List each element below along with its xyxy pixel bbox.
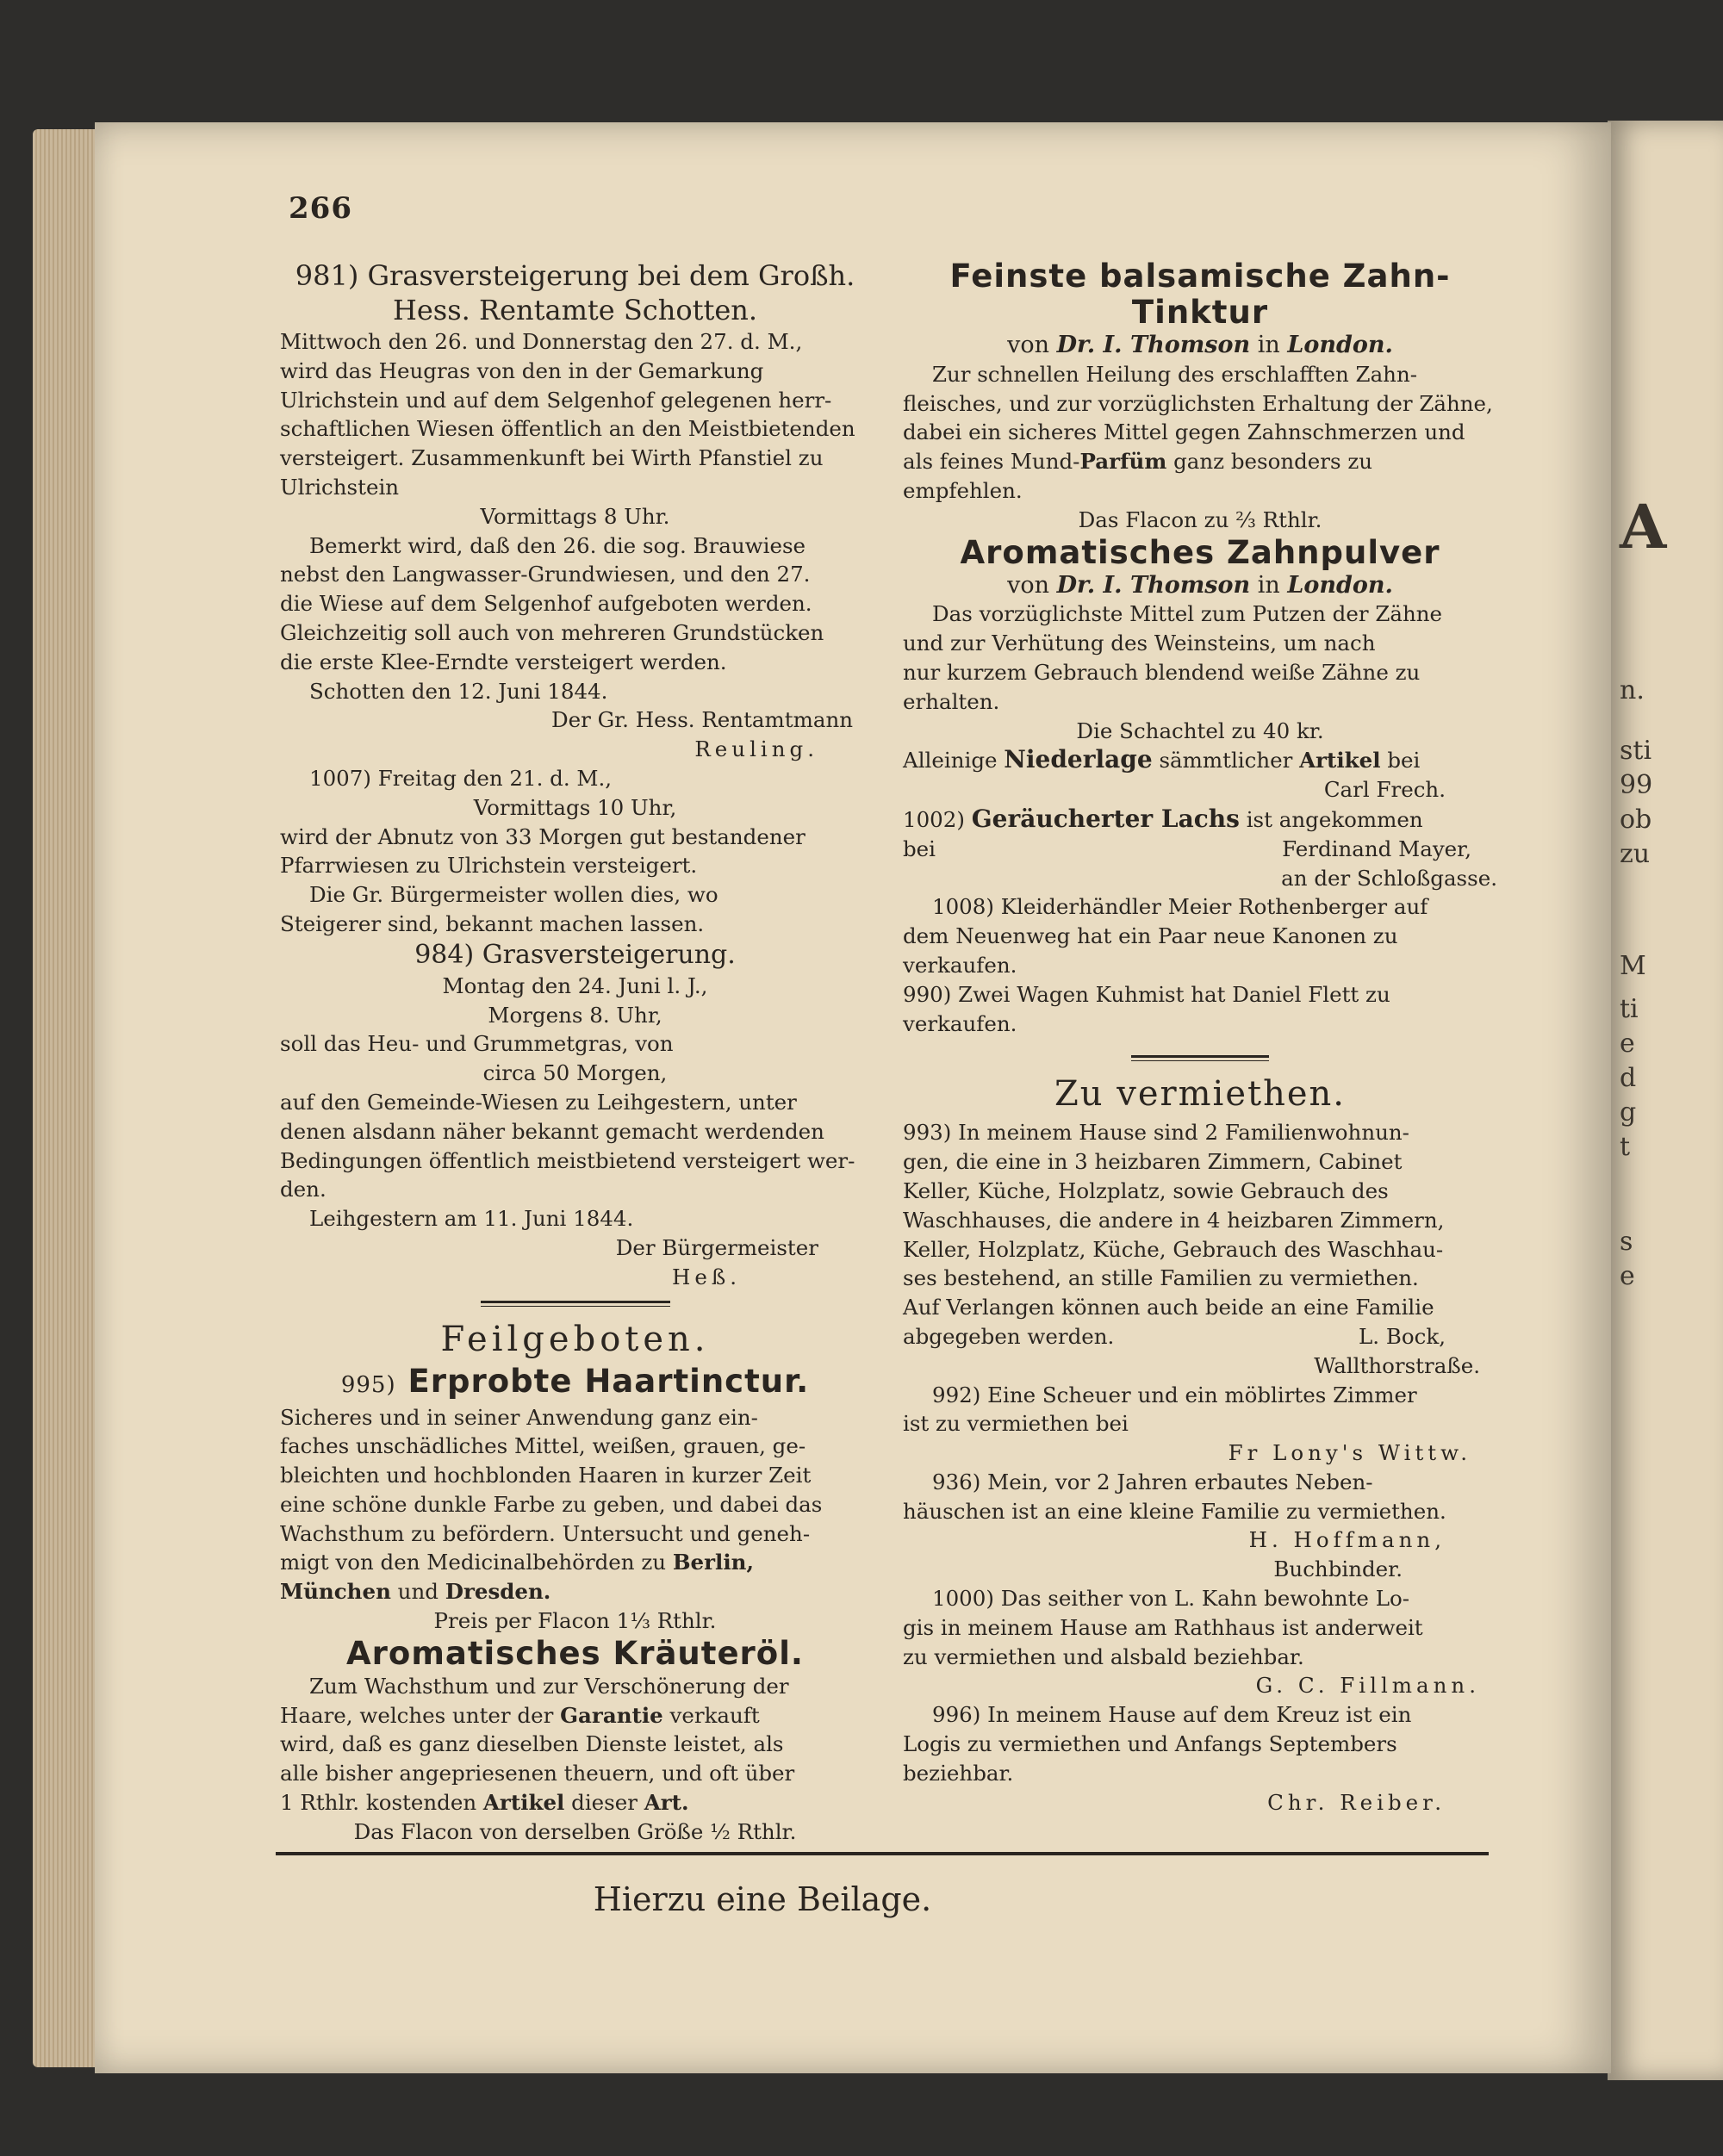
- text-line: wird das Heugras von den in der Gemarkung: [280, 357, 764, 383]
- author-line: [903, 571, 1497, 600]
- emphasis-word: Artikel: [1299, 748, 1381, 774]
- time-line: Morgens 8. Uhr,: [488, 1002, 662, 1028]
- signature-name: Reuling.: [694, 736, 818, 762]
- text-fragment: ganz besonders zu: [1166, 449, 1373, 475]
- signature-name: Chr. Reiber.: [1267, 1789, 1446, 1815]
- text-line: [903, 745, 1497, 775]
- ad-kraeuteroel: [280, 1636, 870, 1847]
- text-line: gis in meinem Hause am Rathhaus ist anderweit: [903, 1614, 1423, 1640]
- text-line: beziehbar.: [903, 1760, 1014, 1786]
- next-page-fragment: A: [1620, 491, 1667, 562]
- text-line: Ulrichstein und auf dem Selgenhof gelegenen herr-: [280, 387, 832, 413]
- ad-1002: [903, 805, 1497, 892]
- next-page-fragment: n.: [1620, 675, 1645, 705]
- ad-title: Aromatisches Kräuteröl.: [346, 1634, 804, 1672]
- emphasis-word: Garantie: [560, 1702, 663, 1728]
- text-line: 1008) Kleiderhändler Meier Rothenberger auf: [932, 894, 1428, 920]
- text-line: [280, 1577, 870, 1606]
- text-line: bleichten und hochblonden Haaren in kurzer Zeit: [280, 1463, 812, 1488]
- next-page-fragment: d: [1620, 1063, 1637, 1093]
- text-line: Wachsthum zu befördern. Untersucht und geneh-: [280, 1520, 811, 1546]
- ad-984: [280, 939, 870, 1292]
- text-line: 996) In meinem Hause auf dem Kreuz ist ein: [932, 1702, 1412, 1728]
- text-line: dem Neuenweg hat ein Paar neue Kanonen zu: [903, 923, 1398, 949]
- ad-981: [280, 258, 870, 764]
- text-line: [280, 1788, 870, 1817]
- text-line: faches unschädliches Mittel, weißen, grauen, ge-: [280, 1433, 806, 1459]
- text-line: auf den Gemeinde-Wiesen zu Leihgestern, unter: [280, 1089, 797, 1115]
- text-line: 1000) Das seither von L. Kahn bewohnte Lo-: [932, 1586, 1409, 1612]
- ad-993: [903, 1118, 1497, 1380]
- ad-zahntinktur: [903, 258, 1497, 535]
- ad-heading: Hess. Rentamte Schotten.: [392, 294, 758, 326]
- signature-title: Der Bürgermeister: [615, 1234, 818, 1260]
- text-line: gen, die eine in 3 heizbaren Zimmern, Cabinet: [903, 1149, 1403, 1175]
- section-title-vermiethen: Zu vermiethen.: [1054, 1074, 1347, 1115]
- text-line: 990) Zwei Wagen Kuhmist hat Daniel Flett zu: [903, 981, 1390, 1007]
- text-line: eine schöne dunkle Farbe zu geben, und dabei das: [280, 1491, 823, 1517]
- text-line: 993) In meinem Hause sind 2 Familienwohnun-: [903, 1120, 1409, 1146]
- ad-zahnpulver: [903, 535, 1497, 805]
- page-number: 266: [289, 191, 352, 226]
- text-fragment: Alleinige: [903, 748, 1005, 774]
- text-line: den.: [280, 1177, 327, 1202]
- time-line: Vormittags 10 Uhr,: [473, 794, 677, 820]
- text-line: verkaufen.: [903, 952, 1017, 978]
- signature-address: an der Schloßgasse.: [1281, 865, 1497, 891]
- text-line: abgegeben werden.: [903, 1323, 1115, 1349]
- text-line: Bedingungen öffentlich meistbietend versteigert wer-: [280, 1147, 855, 1173]
- signature-title: Buchbinder.: [1273, 1556, 1403, 1582]
- emphasis-word: Artikel: [482, 1790, 565, 1816]
- text-line: schaftlichen Wiesen öffentlich an den Meistbietenden: [280, 416, 855, 442]
- text-line: Logis zu vermiethen und Anfangs Septembers: [903, 1731, 1397, 1757]
- price-line: Die Schachtel zu 40 kr.: [1076, 718, 1324, 743]
- text-line: wird der Abnutz von 33 Morgen gut bestandener: [280, 823, 806, 849]
- next-page-fragment: M: [1620, 951, 1646, 981]
- section-divider: [1131, 1055, 1269, 1061]
- text-line: [903, 447, 1497, 476]
- text-line: nur kurzem Gebrauch blendend weiße Zähne zu: [903, 659, 1421, 685]
- section-title-feilgeboten: Feilgeboten.: [440, 1319, 710, 1359]
- left-column: [280, 258, 870, 1847]
- adjacent-page: [1608, 121, 1723, 2080]
- text-line: Gleichzeitig soll auch von mehreren Grundstücken: [280, 619, 824, 645]
- text-line: denen alsdann näher bekannt gemacht werdenden: [280, 1118, 824, 1144]
- text-line: Keller, Holzplatz, Küche, Gebrauch des Waschhau-: [903, 1236, 1444, 1262]
- text-line: Steigerer sind, bekannt machen lassen.: [280, 910, 705, 936]
- signature-name: Carl Frech.: [1323, 777, 1446, 803]
- text-line: 936) Mein, vor 2 Jahren erbautes Neben-: [932, 1469, 1373, 1494]
- text-line: [280, 1548, 870, 1577]
- footer-note: Hierzu eine Beilage.: [593, 1880, 932, 1918]
- text-line: Die Gr. Bürgermeister wollen dies, wo: [309, 882, 718, 908]
- text-line: ses bestehend, an stille Familien zu vermiethen.: [903, 1265, 1419, 1291]
- next-page-fragment: ti: [1620, 994, 1639, 1024]
- text-line: Ulrichstein: [280, 474, 400, 500]
- next-page-fragment: t: [1620, 1132, 1631, 1162]
- date-line: Leihgestern am 11. Juni 1844.: [309, 1206, 634, 1232]
- text-line: Mittwoch den 26. und Donnerstag den 27. d. M.,: [280, 329, 803, 354]
- text-fragment: und: [390, 1579, 445, 1605]
- text-line: versteigert. Zusammenkunft bei Wirth Pfanstiel zu: [280, 445, 824, 471]
- text-line: dabei ein sicheres Mittel gegen Zahnschmerzen und: [903, 419, 1465, 445]
- text-fragment: verkauft: [662, 1702, 760, 1728]
- signature-name: G. C. Fillmann.: [1255, 1673, 1480, 1699]
- text-fragment: in: [1250, 332, 1288, 358]
- text-fragment: Haare, welches unter der: [280, 1702, 561, 1728]
- ad-1007: [280, 764, 870, 939]
- emphasis-word: Geräucherter Lachs: [971, 804, 1240, 833]
- text-line: und zur Verhütung des Weinsteins, um nach: [903, 631, 1376, 656]
- text-fragment: in: [1250, 571, 1288, 599]
- next-page-fragment: e: [1620, 1028, 1635, 1059]
- ad-990: [903, 980, 1497, 1039]
- text-line: Waschhauses, die andere in 4 heizbaren Zimmern,: [903, 1207, 1445, 1233]
- next-page-fragment: g: [1620, 1097, 1637, 1128]
- signature-title: Der Gr. Hess. Rentamtmann: [550, 707, 853, 733]
- text-line: Auf Verlangen können auch beide an eine Familie: [903, 1295, 1434, 1320]
- ad-992: [903, 1381, 1497, 1468]
- ad-date-line: Montag den 24. Juni l. J.,: [442, 972, 708, 998]
- text-line: Das vorzüglichste Mittel zum Putzen der Zähne: [932, 601, 1443, 627]
- text-line: bei: [903, 836, 936, 861]
- text-line: circa 50 Morgen,: [482, 1060, 668, 1086]
- text-line: Zur schnellen Heilung des erschlafften Zahn-: [932, 361, 1418, 387]
- text-fragment: ist angekommen: [1239, 806, 1423, 832]
- text-line: wird, daß es ganz dieselben Dienste leistet, als: [280, 1731, 784, 1757]
- text-line: soll das Heu- und Grummetgras, von: [280, 1031, 674, 1057]
- text-fragment: von: [1007, 571, 1057, 599]
- ad-995: [280, 1364, 870, 1636]
- city-name: London.: [1287, 332, 1393, 358]
- text-line: 992) Eine Scheuer und ein möblirtes Zimmer: [932, 1382, 1417, 1407]
- text-fragment: bei: [1380, 748, 1421, 774]
- ad-heading: 984) Grasversteigerung.: [414, 939, 736, 970]
- bottom-rule: [276, 1852, 1489, 1855]
- price-line: Preis per Flacon 1⅓ Rthlr.: [433, 1608, 717, 1634]
- city-name: Dresden.: [445, 1579, 551, 1605]
- text-fragment: von: [1007, 332, 1057, 358]
- author-line: [903, 331, 1497, 360]
- ad-title: Aromatisches Zahnpulver: [960, 533, 1440, 571]
- price-line: Das Flacon zu ⅔ Rthlr.: [1078, 506, 1322, 532]
- text-line: Bemerkt wird, daß den 26. die sog. Brauwiese: [309, 532, 806, 558]
- text-line: ist zu vermiethen bei: [903, 1411, 1129, 1437]
- text-line: erhalten.: [903, 688, 1000, 714]
- text-line: Keller, Küche, Holzplatz, sowie Gebrauch des: [903, 1177, 1389, 1203]
- ad-936: [903, 1468, 1497, 1584]
- next-page-fragment: zu: [1620, 839, 1651, 869]
- next-page-fragment: e: [1620, 1261, 1635, 1291]
- text-line: fleisches, und zur vorzüglichsten Erhaltung der Zähne,: [903, 390, 1493, 416]
- ad-title: Feinste balsamische Zahn-: [949, 258, 1451, 295]
- text-fragment: 1 Rthlr. kostenden: [280, 1790, 483, 1816]
- ad-title: Tinktur: [1131, 294, 1269, 331]
- text-fragment: migt von den Medicinalbehörden zu: [280, 1550, 673, 1575]
- next-page-fragment: sti: [1620, 736, 1652, 766]
- text-line: Pfarrwiesen zu Ulrichstein versteigert.: [280, 853, 698, 879]
- date-line: Schotten den 12. Juni 1844.: [309, 678, 608, 704]
- section-divider: [481, 1301, 670, 1307]
- text-fragment: sämmtlicher: [1152, 748, 1300, 774]
- ad-number: 995): [340, 1371, 396, 1398]
- text-line: Sicheres und in seiner Anwendung ganz ein-: [280, 1404, 758, 1430]
- next-page-fragment: 99: [1620, 770, 1653, 800]
- emphasis-word: Parfüm: [1079, 449, 1167, 475]
- ad-1008: [903, 892, 1497, 979]
- ad-number: 1002): [903, 806, 965, 832]
- signature-name: H. Hoffmann,: [1248, 1527, 1446, 1553]
- text-line: nebst den Langwasser-Grundwiesen, und den 27.: [280, 562, 811, 587]
- ad-title: [280, 1364, 870, 1403]
- next-page-fragment: ob: [1620, 805, 1652, 835]
- signature-name: Fr Lony's Wittw.: [1228, 1440, 1471, 1466]
- right-column: [903, 258, 1497, 1817]
- text-line: Zum Wachsthum und zur Verschönerung der: [309, 1673, 789, 1699]
- text-line: verkaufen.: [903, 1010, 1017, 1036]
- ad-996: [903, 1700, 1497, 1817]
- author-name: Dr. I. Thomson: [1056, 571, 1251, 599]
- text-line: [280, 1701, 870, 1730]
- signature-name: Ferdinand Mayer,: [1282, 836, 1471, 861]
- text-line: empfehlen.: [903, 477, 1023, 503]
- text-line: zu vermiethen und alsbald beziehbar.: [903, 1643, 1304, 1669]
- text-line: die Wiese auf dem Selgenhof aufgeboten werden.: [280, 591, 812, 617]
- city-name: München: [280, 1579, 391, 1605]
- emphasis-word: Niederlage: [1004, 745, 1153, 774]
- signature-name: Heß.: [671, 1264, 741, 1289]
- city-name: Berlin,: [672, 1550, 754, 1575]
- emphasis-word: Art.: [644, 1790, 689, 1816]
- signature-name: L. Bock,: [1359, 1323, 1446, 1349]
- ad-1000: [903, 1584, 1497, 1700]
- text-line: [903, 805, 1497, 835]
- text-fragment: dieser: [564, 1790, 644, 1816]
- price-line: Das Flacon von derselben Größe ½ Rthlr.: [353, 1818, 797, 1844]
- author-name: Dr. I. Thomson: [1056, 332, 1251, 358]
- next-page-fragment: s: [1620, 1227, 1633, 1257]
- time-line: Vormittags 8 Uhr.: [480, 503, 670, 529]
- text-fragment: als feines Mund-: [903, 449, 1080, 475]
- ad-title-text: Erprobte Haartinctur.: [407, 1362, 810, 1400]
- text-line: alle bisher angepriesenen theuern, und oft über: [280, 1761, 795, 1786]
- ad-date-line: 1007) Freitag den 21. d. M.,: [309, 765, 613, 791]
- text-line: häuschen ist an eine kleine Familie zu vermiethen.: [903, 1498, 1446, 1524]
- text-line: die erste Klee-Erndte versteigert werden.: [280, 649, 727, 674]
- signature-address: Wallthorstraße.: [1314, 1352, 1480, 1378]
- ad-heading: 981) Grasversteigerung bei dem Großh.: [295, 259, 855, 292]
- city-name: London.: [1287, 571, 1393, 599]
